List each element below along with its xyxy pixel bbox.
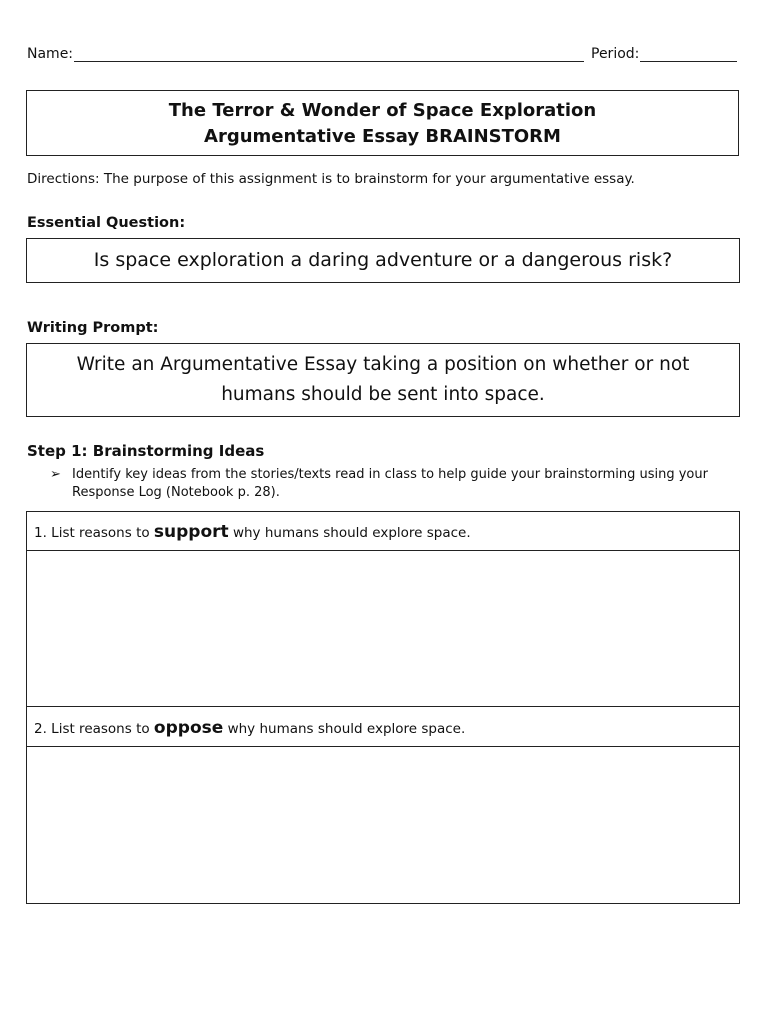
support-row-header: [27, 512, 739, 551]
arrow-bullet-icon: ➢: [50, 467, 61, 482]
title-line-2: Argumentative Essay BRAINSTORM: [204, 126, 561, 147]
directions-text: Directions: The purpose of this assignment is to brainstorm for your argumentative essay.: [27, 171, 635, 187]
oppose-keyword: oppose: [153, 718, 224, 738]
name-label: Name:: [27, 46, 74, 62]
support-prefix: 1. List reasons to: [34, 525, 154, 541]
period-label: Period:: [591, 46, 640, 62]
writing-prompt-label: Writing Prompt:: [27, 320, 159, 336]
support-answer-area[interactable]: [27, 551, 739, 707]
support-keyword: support: [153, 522, 229, 542]
step1-bullet-text: Identify key ideas from the stories/texts read in class to help guide your brainstorming using your Response Log (Notebook p. 28).: [72, 467, 708, 500]
title-line-1: The Terror & Wonder of Space Exploration: [168, 100, 597, 121]
support-suffix: why humans should explore space.: [228, 525, 471, 541]
essential-question-box: [26, 238, 740, 283]
writing-prompt-text: Write an Argumentative Essay taking a position on whether or not humans should be sent into space.: [76, 354, 690, 405]
essential-question-text: Is space exploration a daring adventure or a dangerous risk?: [93, 249, 673, 271]
oppose-answer-area[interactable]: [27, 747, 739, 902]
step1-heading: Step 1: Brainstorming Ideas: [27, 442, 265, 460]
oppose-prefix: 2. List reasons to: [34, 721, 154, 737]
title-box: [26, 90, 739, 156]
essential-question-label: Essential Question:: [27, 215, 186, 231]
name-period-row: [27, 46, 739, 68]
oppose-row-header: [27, 708, 739, 747]
period-blank-line[interactable]: [640, 61, 737, 62]
oppose-suffix: why humans should explore space.: [223, 721, 466, 737]
writing-prompt-box: [26, 343, 740, 417]
brainstorm-table: [26, 511, 740, 904]
name-blank-line[interactable]: [74, 61, 584, 62]
